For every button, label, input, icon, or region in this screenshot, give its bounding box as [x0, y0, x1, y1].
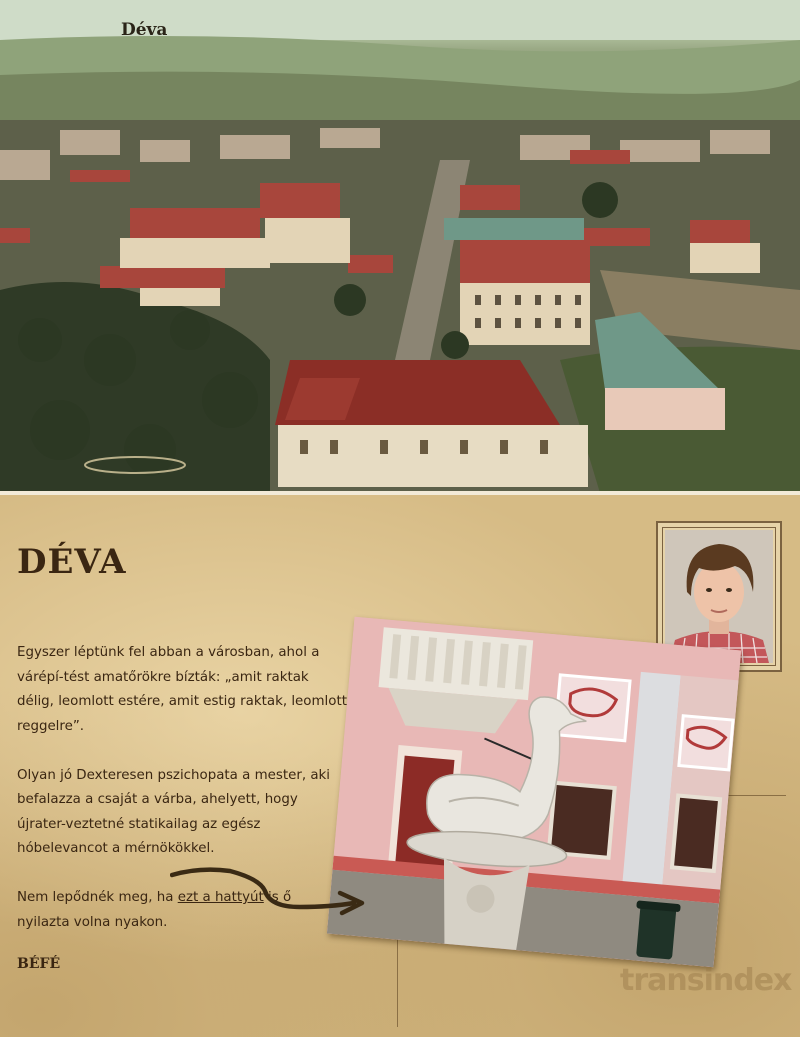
photo-caption: Déva — [121, 20, 168, 40]
vintage-city-photo — [0, 0, 800, 493]
paragraph-1: Egyszer léptünk fel abban a városban, ahol a várépí-tést amatőrökre bízták: „amit raktak délig, leomlott estére, amit estig raktak, leomlott reggelre”. — [17, 645, 347, 734]
postcard-back — [0, 495, 800, 1037]
paragraph-2: Olyan jó Dexteresen pszichopata a mester, aki befalazza a csaját a várba, ahelyett, hogy újrater-veztetné statikailag az egész hóbelevancot a mérnökökkel. — [17, 767, 331, 856]
author-signature: BÉFÉ — [17, 956, 61, 972]
page-title: DÉVA — [17, 542, 127, 582]
city-panorama-illustration — [0, 0, 800, 493]
paragraph-3-start: Nem lepődnék meg, ha — [17, 890, 178, 905]
underlined-swan-phrase: ezt a hattyút — [177, 890, 264, 905]
person-portrait-icon — [665, 530, 773, 663]
paragraph-3-end: is ő nyilazta volna nyakon. — [17, 890, 292, 930]
swan-statue-photo — [327, 617, 741, 968]
hand-drawn-arrow-icon — [170, 857, 370, 917]
swan-icon — [327, 617, 741, 968]
transindex-logo[interactable]: transindex — [620, 963, 792, 998]
